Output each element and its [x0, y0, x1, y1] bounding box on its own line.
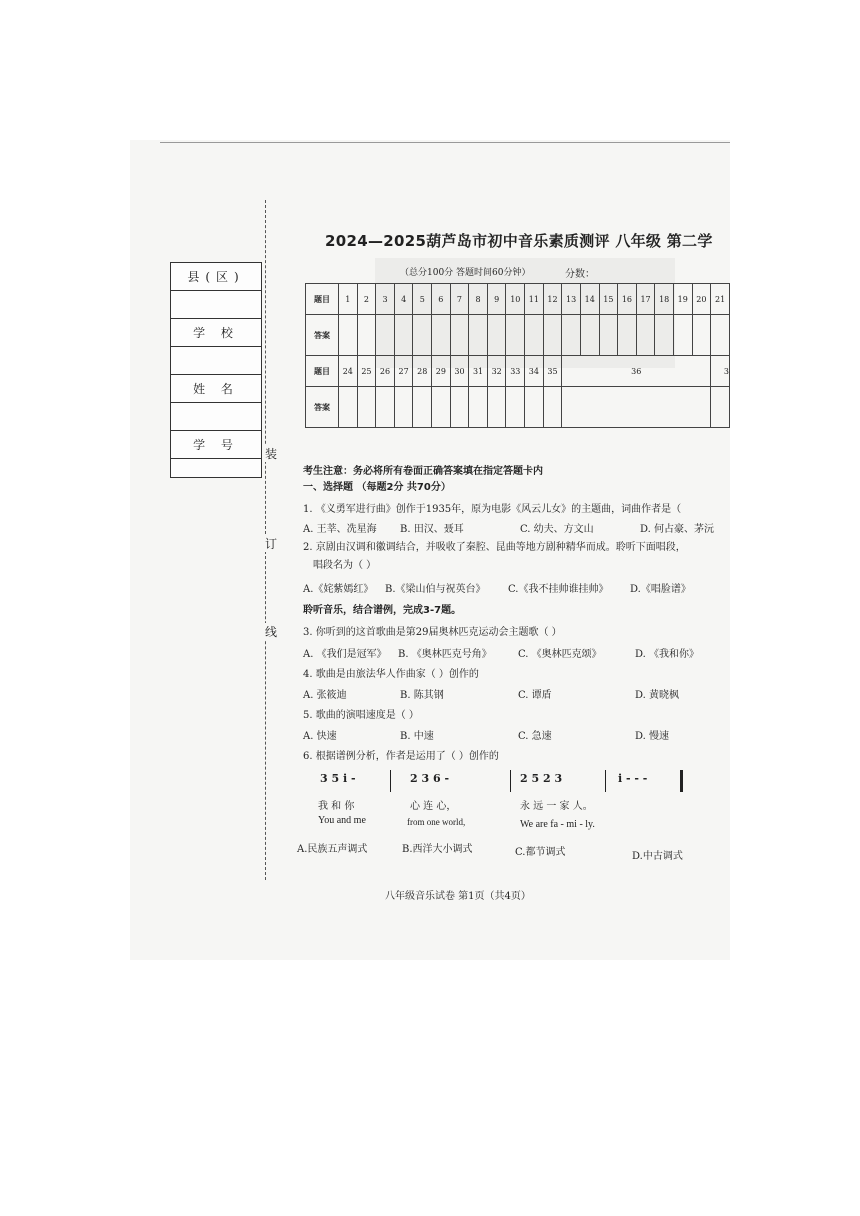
answer-cell[interactable] — [394, 387, 413, 428]
final-bar-line — [680, 770, 683, 792]
answer-cell[interactable] — [487, 315, 506, 356]
q3-option-a[interactable]: A. 《我们是冠军》 — [303, 649, 387, 660]
q5-option-b[interactable]: B. 中速 — [400, 731, 434, 742]
answer-cell[interactable] — [450, 387, 469, 428]
question-number: 15 — [599, 284, 618, 315]
answer-cell[interactable] — [450, 315, 469, 356]
answer-cell[interactable] — [655, 315, 674, 356]
answer-cell[interactable] — [413, 387, 432, 428]
q6-option-a[interactable]: A.民族五声调式 — [297, 844, 368, 855]
lyric-cn-2: 心 连 心， — [410, 801, 457, 812]
question-number: 13 — [562, 284, 581, 315]
question-number: 3 — [376, 284, 395, 315]
answer-cell[interactable] — [413, 315, 432, 356]
question-2: 2. 京剧由汉调和徽调结合，并吸收了秦腔、昆曲等地方剧种精华而成。聆听下面唱段， — [303, 542, 686, 553]
bar-line — [605, 770, 606, 792]
binding-char-xian: 线 — [265, 625, 278, 639]
answer-grid — [305, 283, 730, 428]
question-number: 31 — [469, 356, 488, 387]
question-number: 19 — [673, 284, 692, 315]
name-label: 姓 名 — [171, 375, 261, 403]
question-5: 5. 歌曲的演唱速度是（ ） — [303, 710, 419, 721]
question-number: 1 — [339, 284, 358, 315]
answer-cell[interactable] — [469, 387, 488, 428]
student-info-box — [170, 262, 262, 478]
question-number: 28 — [413, 356, 432, 387]
notation-measure-2: 2 3 6 - — [410, 772, 450, 785]
question-number: 26 — [376, 356, 395, 387]
answer-cell[interactable] — [636, 315, 655, 356]
q6-option-b[interactable]: B.西洋大小调式 — [402, 844, 473, 855]
page-footer: 八年级音乐试卷 第1页（共4页） — [385, 891, 531, 902]
lyric-cn-1: 我 和 你 — [318, 801, 355, 812]
section-heading: 一、选择题 （每题2分 共70分） — [303, 482, 451, 493]
q3-option-d[interactable]: D. 《我和你》 — [635, 649, 700, 660]
answer-cell[interactable] — [506, 387, 525, 428]
q6-option-d[interactable]: D.中古调式 — [632, 851, 683, 862]
question-number: 21 — [711, 284, 730, 315]
bar-line — [390, 770, 391, 792]
question-number: 5 — [413, 284, 432, 315]
page-title: 2024—2025葫芦岛市初中音乐素质测评 八年级 第二学 — [325, 232, 713, 250]
row-label: 答案 — [306, 315, 339, 356]
notation-measure-3: 2 5 2 3 — [520, 772, 563, 785]
question-number: 7 — [450, 284, 469, 315]
question-number: 17 — [636, 284, 655, 315]
q4-option-d[interactable]: D. 黄晓枫 — [635, 690, 680, 701]
question-number-row-2 — [306, 356, 730, 387]
answer-cell[interactable] — [432, 315, 451, 356]
answer-cell[interactable] — [562, 387, 711, 428]
row-label: 题目 — [306, 284, 339, 315]
lyric-en-1: You and me — [318, 815, 366, 826]
question-number: 11 — [525, 284, 544, 315]
q4-option-b[interactable]: B. 陈其钢 — [400, 690, 444, 701]
question-number: 14 — [580, 284, 599, 315]
answer-cell[interactable] — [580, 315, 599, 356]
q6-option-c[interactable]: C.都节调式 — [515, 847, 566, 858]
page-top-edge — [160, 142, 730, 143]
question-number: 3 — [711, 356, 730, 387]
row-label: 题目 — [306, 356, 339, 387]
answer-cell[interactable] — [339, 387, 358, 428]
answer-cell[interactable] — [599, 315, 618, 356]
question-number: 32 — [487, 356, 506, 387]
student-id-field[interactable] — [171, 459, 261, 486]
row-label: 答案 — [306, 387, 339, 428]
bar-line — [510, 770, 511, 792]
question-number: 27 — [394, 356, 413, 387]
county-field[interactable] — [171, 291, 261, 319]
question-number: 2 — [357, 284, 376, 315]
question-number: 20 — [692, 284, 711, 315]
school-field[interactable] — [171, 347, 261, 375]
answer-cell[interactable] — [525, 315, 544, 356]
answer-cell[interactable] — [376, 387, 395, 428]
question-1: 1. 《义勇军进行曲》创作于1935年，原为电影《风云儿女》的主题曲，词曲作者是（ — [303, 504, 682, 515]
question-number: 10 — [506, 284, 525, 315]
answer-cell[interactable] — [376, 315, 395, 356]
question-number: 36 — [562, 356, 711, 387]
question-6: 6. 根据谱例分析，作者是运用了（ ）创作的 — [303, 751, 499, 762]
answer-row-2 — [306, 387, 730, 428]
answer-cell[interactable] — [673, 315, 692, 356]
answer-cell[interactable] — [711, 315, 730, 356]
question-number: 24 — [339, 356, 358, 387]
q3-option-c[interactable]: C. 《奥林匹克颂》 — [518, 649, 602, 660]
question-number: 9 — [487, 284, 506, 315]
question-4: 4. 歌曲是由旅法华人作曲家（ ）创作的 — [303, 669, 479, 680]
question-3: 3. 你听到的这首歌曲是第29届奥林匹克运动会主题歌（ ） — [303, 627, 562, 638]
answer-cell[interactable] — [339, 315, 358, 356]
answer-cell[interactable] — [432, 387, 451, 428]
answer-row-1 — [306, 315, 730, 356]
question-number: 8 — [469, 284, 488, 315]
q1-option-b[interactable]: B. 田汉、聂耳 — [400, 524, 464, 535]
exam-info: （总分100分 答题时间60分钟） — [400, 268, 531, 278]
answer-cell[interactable] — [543, 315, 562, 356]
lyric-cn-3: 永 远 一 家 人。 — [520, 801, 593, 812]
answer-cell[interactable] — [525, 387, 544, 428]
q5-option-d[interactable]: D. 慢速 — [635, 731, 670, 742]
listening-instruction: 聆听音乐，结合谱例，完成3-7题。 — [303, 605, 462, 616]
county-label: 县(区) — [171, 263, 261, 291]
answer-cell[interactable] — [487, 387, 506, 428]
question-number: 12 — [543, 284, 562, 315]
q4-option-c[interactable]: C. 谭盾 — [518, 690, 552, 701]
q2-option-b[interactable]: B.《梁山伯与祝英台》 — [385, 584, 486, 595]
question-number: 35 — [543, 356, 562, 387]
school-label: 学 校 — [171, 319, 261, 347]
question-number: 18 — [655, 284, 674, 315]
student-id-label: 学 号 — [171, 431, 261, 459]
binding-char-ding: 订 — [265, 537, 278, 551]
answer-cell[interactable] — [618, 315, 637, 356]
q5-option-a[interactable]: A. 快速 — [303, 731, 337, 742]
lyric-en-3: We are fa - mi - ly. — [520, 819, 595, 830]
question-number: 29 — [432, 356, 451, 387]
q1-option-a[interactable]: A. 王莘、冼星海 — [303, 524, 377, 535]
name-field[interactable] — [171, 403, 261, 431]
question-2-line2: 唱段名为（ ） — [313, 560, 377, 571]
question-number-row-1 — [306, 284, 730, 315]
answer-cell[interactable] — [562, 315, 581, 356]
lyric-en-2: from one world, — [407, 817, 466, 827]
q1-option-c[interactable]: C. 幼夫、方文山 — [520, 524, 594, 535]
question-number: 4 — [394, 284, 413, 315]
q1-option-d[interactable]: D. 何占豪、茅沅 — [640, 524, 715, 535]
question-number: 30 — [450, 356, 469, 387]
score-label: 分数： — [565, 269, 595, 280]
answer-cell[interactable] — [357, 315, 376, 356]
binding-char-zhuang: 装 — [265, 447, 278, 461]
q5-option-c[interactable]: C. 急速 — [518, 731, 552, 742]
answer-cell[interactable] — [692, 315, 711, 356]
question-number: 16 — [618, 284, 637, 315]
question-number: 34 — [525, 356, 544, 387]
notation-measure-1: 3 5 i - — [320, 772, 356, 785]
q2-option-d[interactable]: D.《唱脸谱》 — [630, 584, 691, 595]
answer-cell[interactable] — [506, 315, 525, 356]
exam-notice: 考生注意：务必将所有卷面正确答案填在指定答题卡内 — [303, 466, 543, 477]
notation-measure-4: i - - - — [618, 772, 648, 785]
q2-option-c[interactable]: C.《我不挂帅谁挂帅》 — [508, 584, 609, 595]
q3-option-b[interactable]: B. 《奥林匹克号角》 — [398, 649, 492, 660]
answer-cell[interactable] — [543, 387, 562, 428]
q4-option-a[interactable]: A. 张筱迪 — [303, 690, 347, 701]
question-number: 25 — [357, 356, 376, 387]
q2-option-a[interactable]: A.《姹紫嫣红》 — [303, 584, 374, 595]
answer-cell[interactable] — [394, 315, 413, 356]
question-number: 33 — [506, 356, 525, 387]
answer-cell[interactable] — [469, 315, 488, 356]
answer-cell[interactable] — [711, 387, 730, 428]
question-number: 6 — [432, 284, 451, 315]
answer-cell[interactable] — [357, 387, 376, 428]
